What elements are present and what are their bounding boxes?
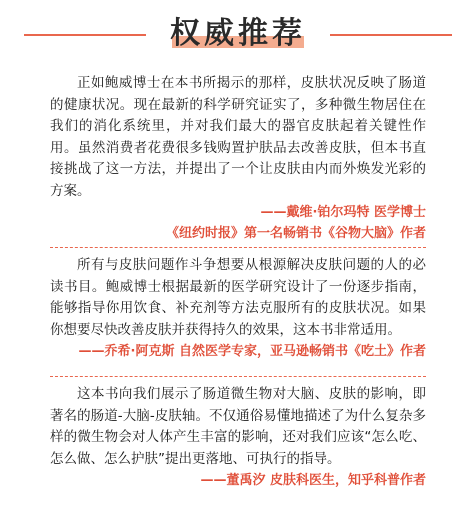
recommendation-text: 这本书向我们展示了肠道微生物对大脑、皮肤的影响，即著名的肠道-大脑-皮肤轴。不仅通俗易懂地描述了为什么复杂多样的微生物会对人体产生丰富的影响，还对我们应该“怎么吃、怎么做、怎么护肤”提出更落地、可执行的指导。 [50, 386, 426, 467]
recommendation-attribution: ——戴维·铂尔玛特 医学博士 [260, 205, 426, 220]
recommendation-text: 正如鲍威博士在本书所揭示的那样，皮肤状况反映了肠道的健康状况。现在最新的科学研究证实了，多种微生物居住在我们的消化系统里，并对我们最大的器官皮肤起着关键性作用。虽然消费者花费很多钱购置护肤品去改善皮肤，但本书直接挑战了这一方法，并提出了一个让皮肤由内而外焕发光彩的方案。 [50, 75, 426, 199]
recommendation-attribution-credit: 《纽约时报》第一名畅销书《谷物大脑》作者 [165, 226, 426, 241]
recommendation-3 [50, 384, 426, 491]
recommendation-text: 所有与皮肤问题作斗争想要从根源解决皮肤问题的人的必读书目。鲍威博士根据最新的医学研究设计了一份逐步指南，能够指导你用饮食、补充剂等方法克服所有的皮肤状况。如果你想要尽快改善皮肤并获得持久的效果，这本书非常适用。 [50, 257, 426, 338]
divider [50, 376, 426, 377]
recommendation-1 [50, 73, 426, 244]
recommendation-attribution: ——乔希·阿克斯 自然医学专家，亚马逊畅销书《吃土》作者 [78, 344, 426, 359]
recommendation-2 [50, 255, 426, 362]
page-title: 权威推荐 [166, 14, 310, 54]
recommendation-attribution: ——董禹汐 皮肤科医生，知乎科普作者 [200, 473, 426, 488]
title-area [0, 14, 476, 54]
divider [50, 247, 426, 248]
